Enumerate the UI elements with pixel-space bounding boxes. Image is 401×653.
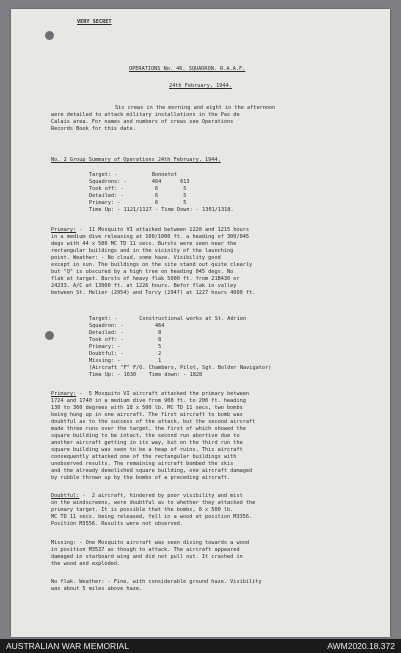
document-page: VERY SECRET OPERATIONS No. 46. SQUADRON. R.A.A.F. 24th February, 1944. Six crews in the morning and eight in the afternoon were detailed to attack military installations in the Pas de Calais area. For names and numbers of crews see Operations Records Book for this date. No. 2 Group Summary of Operations 24th February, 1944. Target: - Bonnetot Squadrons: - 464 613 Took off: - 6 5 Detailed: - 6 5 Primary: - 6 5 Time Up: - 1121/1127 - Time Down: - 1301/1318. Primary: - 11 Mosquito VI attacked between 1220 and 1215 hours in a medium dive releasing at 100/1000 ft. a heading of 300/045 degs with 44 x 500 MC TD 11 secs. Bursts were seen near the rectangular buildings and in the vicinity of the launching point. Weather: - No cloud, some haze. Visibility good except in sun. The buildings on the site stand out quite clearly but "Q" is obscured by a high tree on heading 045 degs. No flak at target. Bursts of heavy flak 5000 ft. from 21B430 or 24233. A/C at 13000 ft. at 1226 hours. Befor flak in valley between St. Helier (2954) and Torcy (2947) at 1227 hours 4000 ft. Target: - Constructional works at St. Adrien Squadron: - 464 Detailed: - 8 Took off: - 8 Primary: - 5 Doubtful: - 2 Missing: - 1 (Aircraft "F" F/O. Chambers, Pilot, Sgt. Bolder Navigator) Time Up: - 1630 Time down: - 1828 Primary: - 5 Mosquito VI aircraft attacked the primary between 1724 and 1740 in a medium dive from 900 ft. to 200 ft. heading 130 to 360 degrees with 18 x 500 lb. MC TD 11 secs, two bombs being hung up in one aircraft. The first aircraft to bomb was doubtful as to the success of the attack, but the second aircraft made three runs over the target, the first of which showed the square building to be intact, the second run abortive due to another aircraft getting in its way, but on the third run the square building was seen to be a heap of ruins. This aircraft consequently attacked one of the rectangular buildings with unobserved results. The remaining aircraft bombed the skis and the already demolished square building, one aircraft damaged by rubble thrown up by the bombs of a preceding aircraft. Doubtful: - 2 aircraft, hindered by poor visibility and mist on the windscreens, were doubtful as to whether they attacked the primary target. It is possible that the bombs, 8 x 500 lb. MC TD 11 secs. being released, fell in a wood at position M3356. Position M3556. Results were not observed. Missing: - One Mosquito aircraft was seen diving towards a wood in position M3537 as though to attack. The aircraft appeared damaged in starboard wing and did not pull out. It crashed in the wood and exploded. No flak. Weather: - Fine, with considerable ground haze. Visibility was about 5 miles above haze. xyxy=(11,9,390,637)
document-date: 24th February, 1944. xyxy=(169,83,232,89)
classification-stamp: VERY SECRET xyxy=(77,19,112,25)
footer-accession-number: AWM2020.18.372 xyxy=(327,641,395,651)
footer-bar xyxy=(0,639,401,653)
punch-hole xyxy=(45,31,54,40)
document-title: OPERATIONS No. 46. SQUADRON. R.A.A.F. xyxy=(129,66,246,72)
summary-heading: No. 2 Group Summary of Operations 24th February, 1944. xyxy=(51,157,221,163)
punch-hole xyxy=(45,331,54,340)
footer-institution: AUSTRALIAN WAR MEMORIAL xyxy=(6,641,129,651)
